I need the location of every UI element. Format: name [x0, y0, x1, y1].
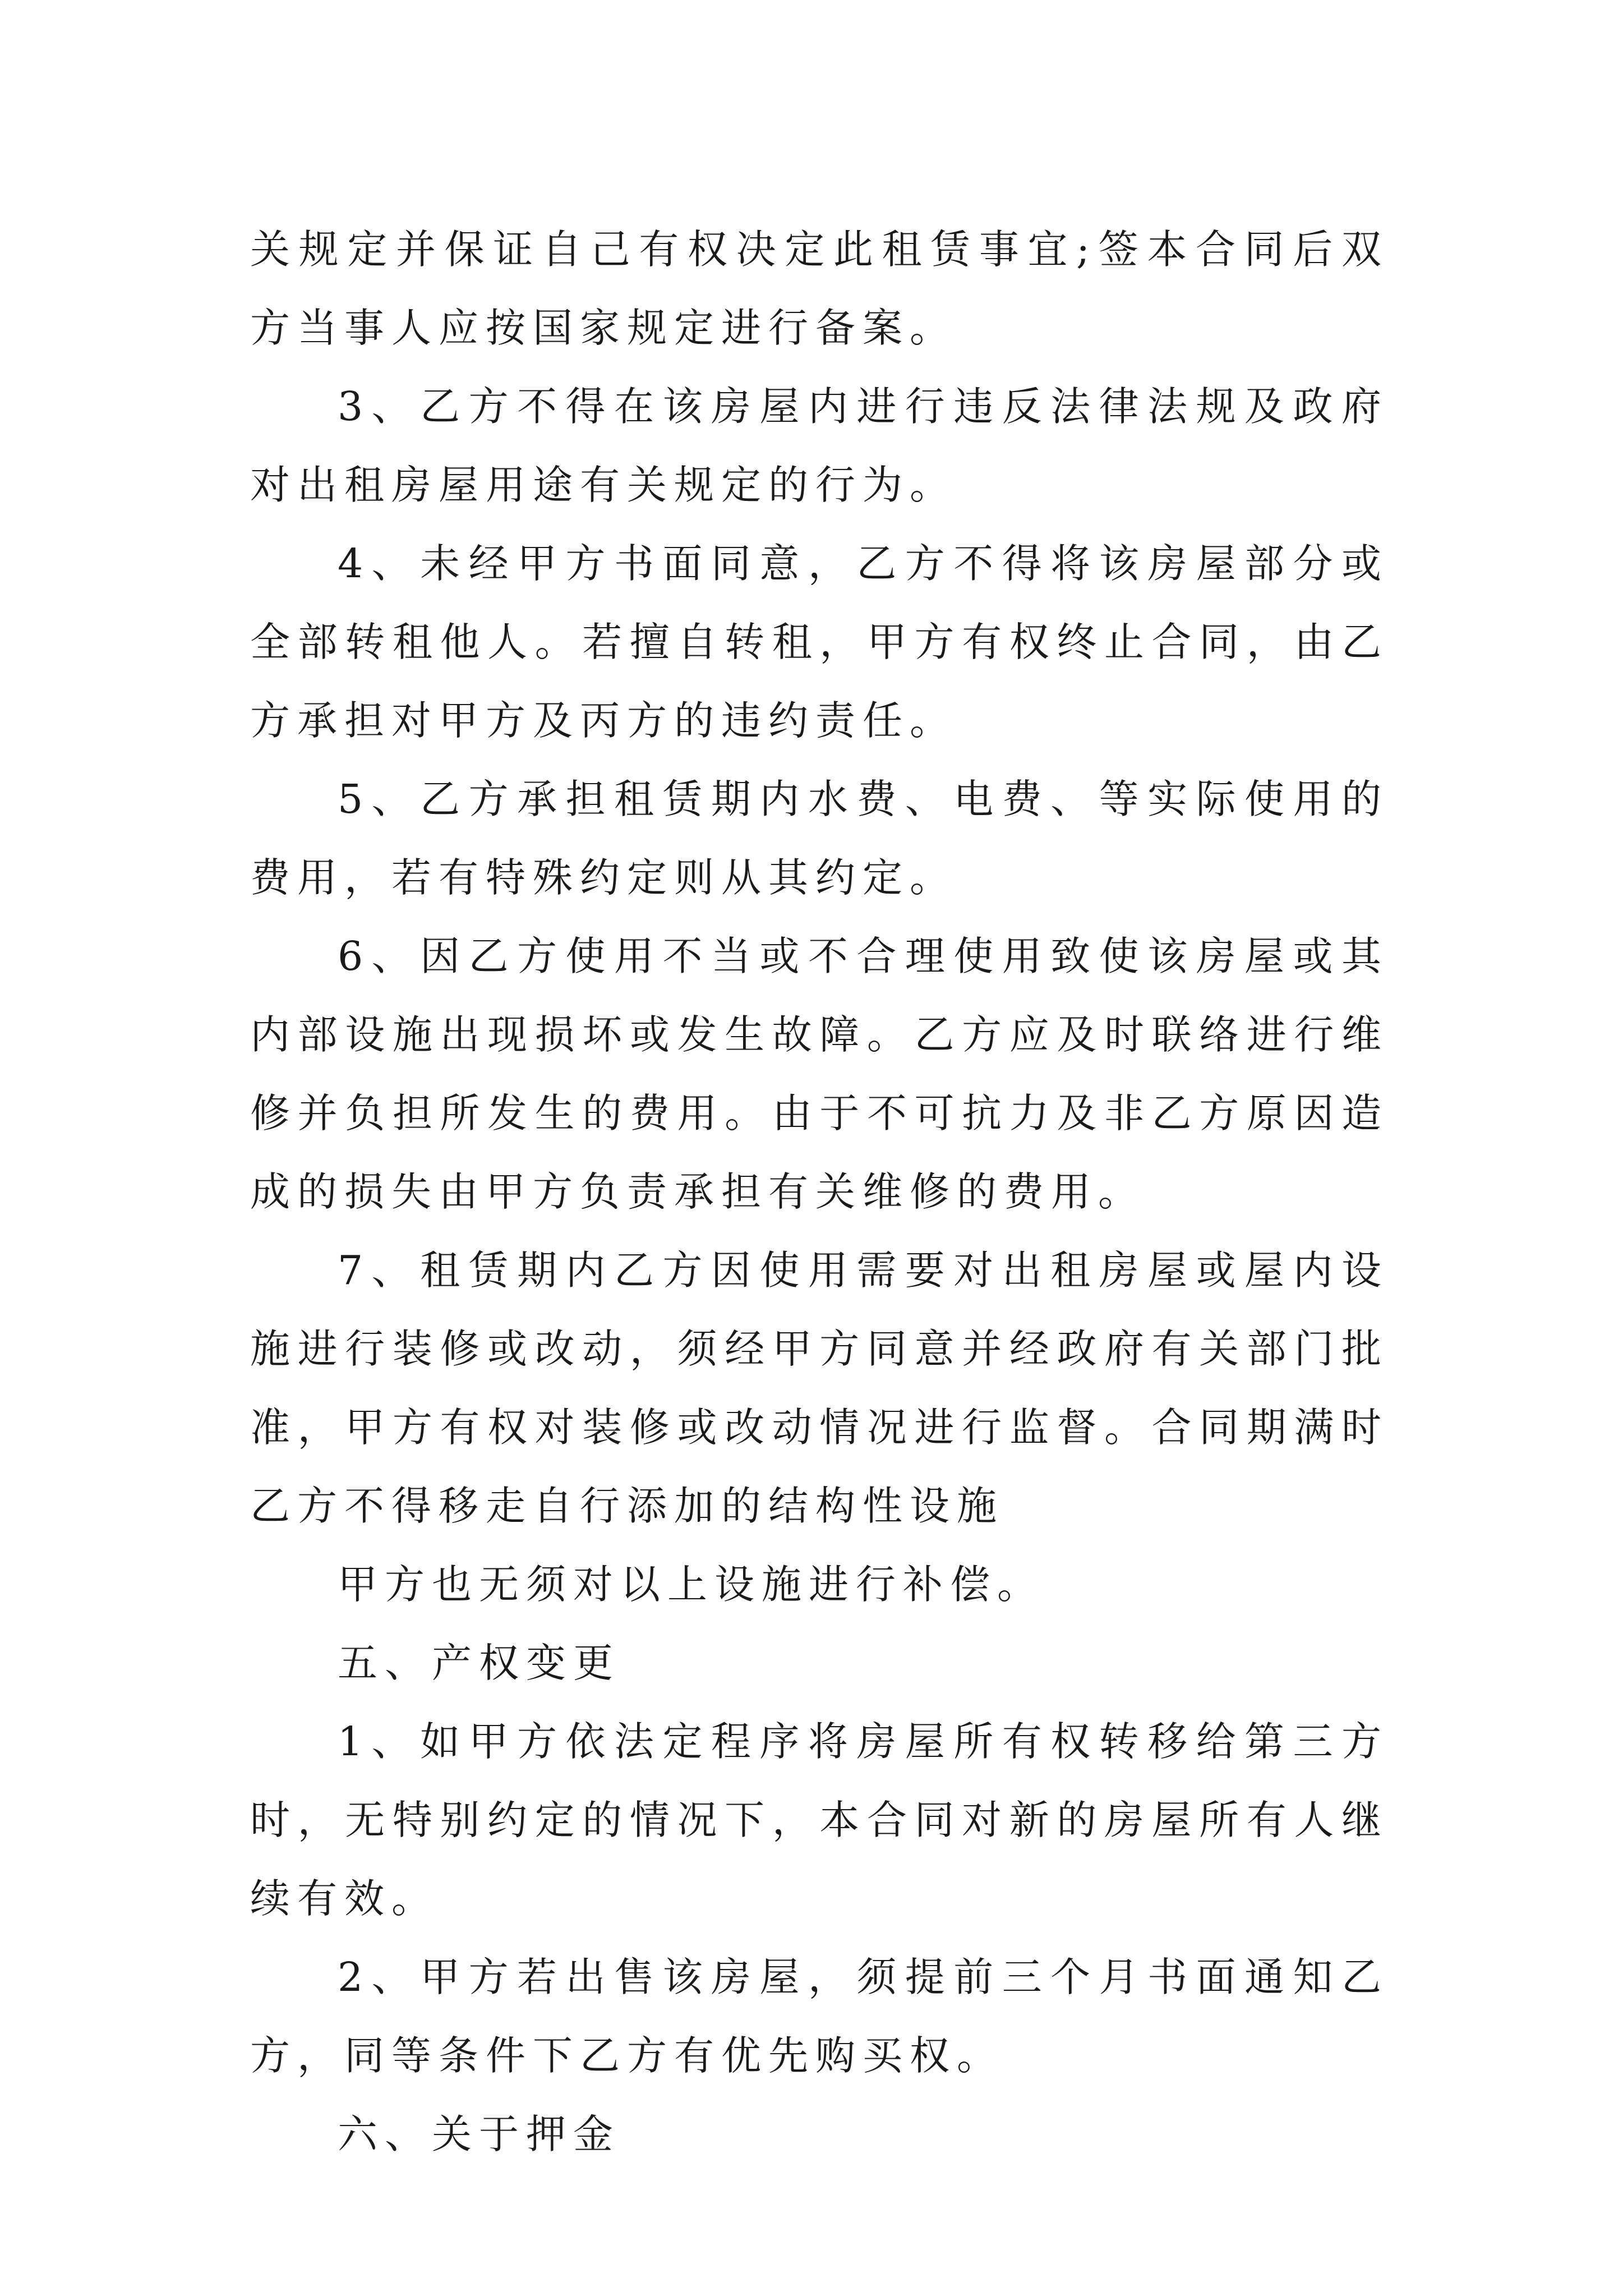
- section-heading: 五、产权变更: [338, 1640, 621, 1686]
- paragraph: 6、因乙方使用不当或不合理使用致使该房屋或其内部设施出现损坏或发生故障。乙方应及时联络进行维修并负担所发生的费用。由于不可抗力及非乙方原因造成的损失由甲方负责承担有关维修的费用。: [250, 933, 1389, 1215]
- document-body: [250, 210, 1389, 2174]
- paragraph: 3、乙方不得在该房屋内进行违反法律法规及政府对出租房屋用途有关规定的行为。: [250, 383, 1389, 508]
- paragraph: 7、租赁期内乙方因使用需要对出租房屋或屋内设施进行装修或改动，须经甲方同意并经政府有关部门批准，甲方有权对装修或改动情况进行监督。合同期满时乙方不得移走自行添加的结构性设施: [250, 1247, 1389, 1529]
- paragraph: 2、甲方若出售该房屋，须提前三个月书面通知乙方，同等条件下乙方有优先购买权。: [250, 1954, 1389, 2079]
- paragraph: 关规定并保证自己有权决定此租赁事宜;签本合同后双方当事人应按国家规定进行备案。: [250, 226, 1389, 351]
- section-heading: 六、关于押金: [338, 2111, 621, 2157]
- paragraph: 4、未经甲方书面同意，乙方不得将该房屋部分或全部转租他人。若擅自转租，甲方有权终止合同，由乙方承担对甲方及丙方的违约责任。: [250, 540, 1389, 744]
- paragraph: 5、乙方承担租赁期内水费、电费、等实际使用的费用，若有特殊约定则从其约定。: [250, 776, 1389, 901]
- paragraph: 甲方也无须对以上设施进行补偿。: [338, 1561, 1045, 1608]
- paragraph: 1、如甲方依法定程序将房屋所有权转移给第三方时，无特别约定的情况下，本合同对新的房屋所有人继续有效。: [250, 1718, 1389, 1922]
